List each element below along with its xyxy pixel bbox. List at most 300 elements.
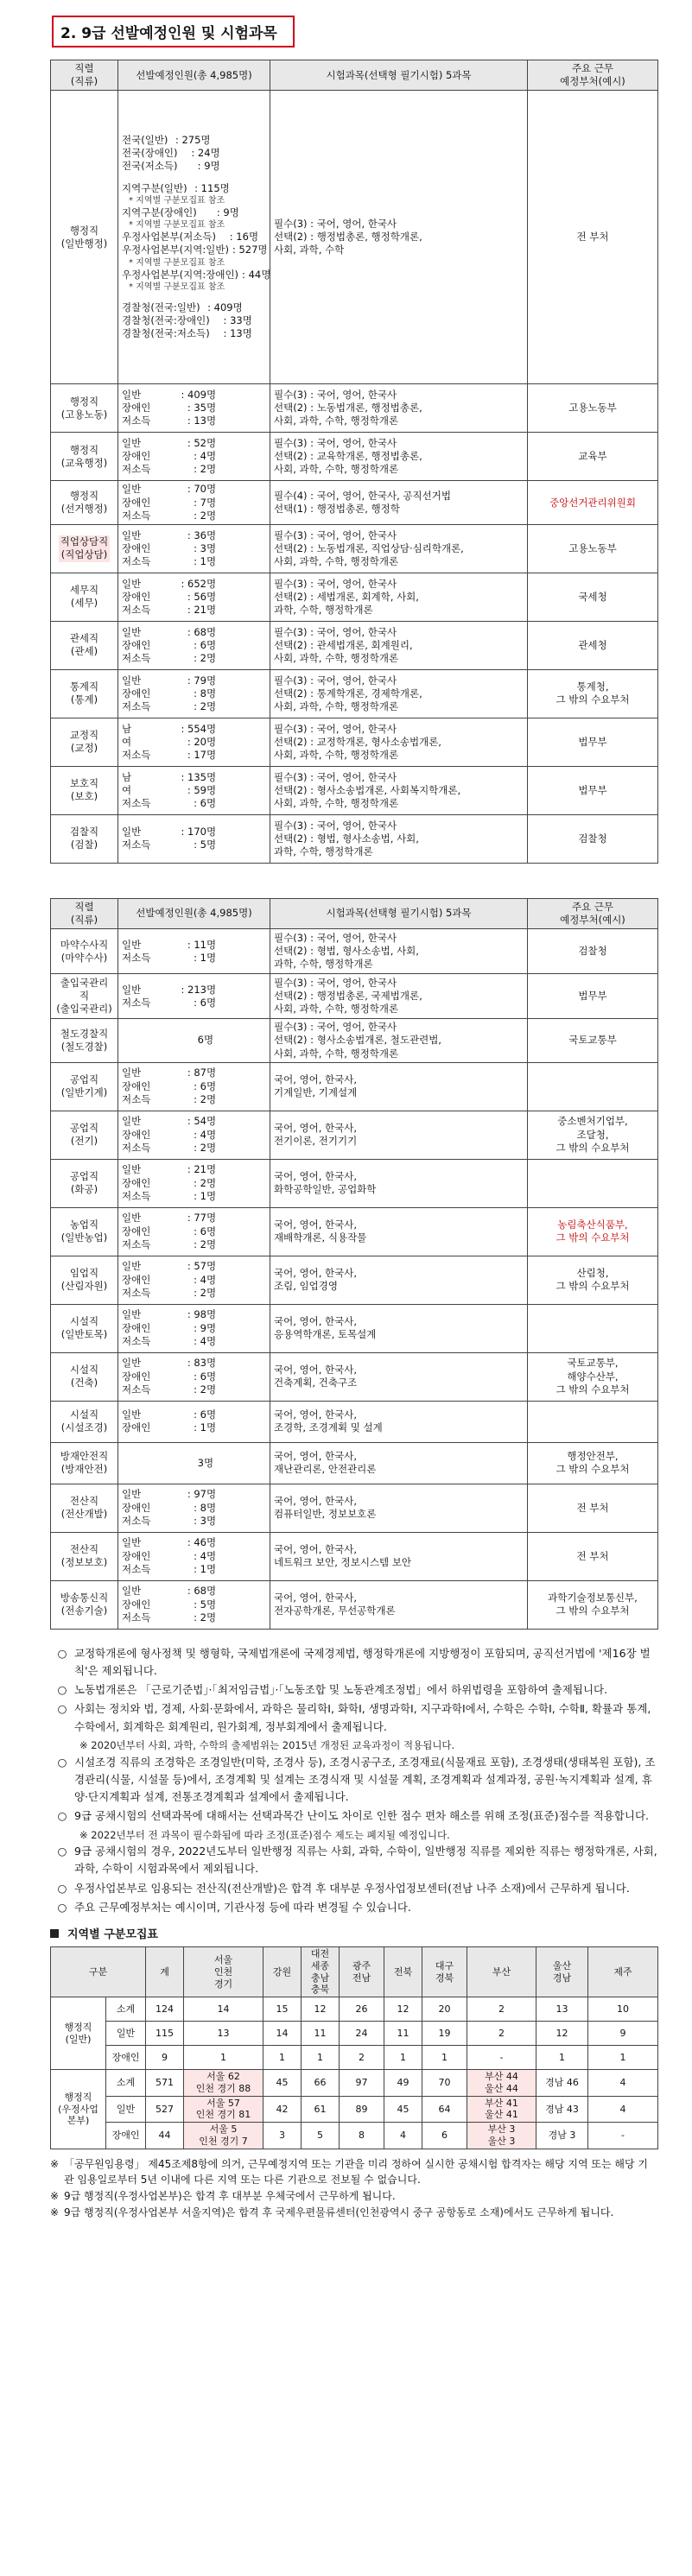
- region-cell: 1: [302, 2046, 340, 2070]
- job-cell: [51, 766, 118, 814]
- work-cell: [528, 91, 658, 384]
- region-split: 울산 41: [485, 2109, 518, 2121]
- region-cell: 2: [340, 2046, 384, 2070]
- table-header: 주요 근무 예정부처(예시): [528, 898, 658, 928]
- region-cell: 1: [384, 2046, 422, 2070]
- subject-line: 네트워크 보안, 정보시스템 보안: [274, 1556, 412, 1569]
- subject-cell: [270, 718, 528, 766]
- region-cell: 15: [263, 1997, 302, 2022]
- quota-unit: 명: [206, 1128, 217, 1141]
- table-header: 시험과목(선택형 필기시험) 5과목: [270, 898, 528, 928]
- quota-line: [122, 1322, 266, 1335]
- subject-line: 필수(3) : 국어, 영어, 한국사: [274, 437, 397, 450]
- region-split: 서울 62: [206, 2071, 240, 2083]
- job-title: 행정직: [69, 395, 99, 408]
- quota-label: 우정사업본부(지역:일반): [122, 244, 229, 256]
- job-name: [59, 1450, 111, 1476]
- quota-value: : 98: [187, 1308, 206, 1321]
- job-subtitle: (시설조경): [60, 1421, 108, 1434]
- quota-value: : 170: [181, 826, 206, 839]
- quota-label: 장애인: [122, 1128, 151, 1141]
- job-title: 시설직: [69, 1315, 99, 1328]
- asterisk-icon: ※: [50, 2189, 60, 2202]
- quota-label: 장애인: [122, 1273, 151, 1286]
- region-row: [51, 2070, 658, 2097]
- work-cell: [528, 1111, 658, 1159]
- region-header: 부산: [467, 1947, 536, 1997]
- quota-unit: 명: [242, 327, 252, 340]
- job-subtitle: (건축): [70, 1377, 98, 1389]
- quota-label: 일반: [122, 1115, 142, 1128]
- region-split: 울산 44: [485, 2082, 518, 2094]
- subject-line: 화학공학일반, 공업화학: [274, 1183, 377, 1196]
- subject-line: 선택(2) : 형사소송법개론, 철도관련법,: [274, 1034, 441, 1047]
- region-cell: 13: [536, 1997, 588, 2022]
- subject-cell: [270, 1019, 528, 1063]
- quota-value: : 2: [194, 699, 206, 712]
- work-cell: [528, 669, 658, 718]
- job-title: 통계직: [69, 680, 99, 693]
- table-row: [51, 524, 658, 573]
- quota-label: 저소득: [122, 1562, 151, 1575]
- quota-line: [122, 652, 266, 665]
- quota-unit: 명: [206, 674, 217, 687]
- subject-cell: [270, 621, 528, 669]
- quota-line: [122, 1080, 266, 1093]
- quota-unit: 명: [206, 1115, 217, 1128]
- quota-line: [122, 1260, 266, 1273]
- job-name: [68, 729, 100, 755]
- quota-label: 일반: [122, 625, 142, 638]
- quota-unit: 명: [206, 1141, 217, 1154]
- quota-value: : 409: [181, 389, 206, 402]
- quota-value: : 24: [191, 147, 211, 160]
- work-cell: [528, 1019, 658, 1063]
- square-bullet-icon: [50, 1929, 59, 1938]
- job-title: 검찰직: [69, 826, 99, 839]
- quota-unit: 명: [200, 134, 211, 147]
- quota-unit: 명: [206, 1308, 217, 1321]
- region-header: 울산 경남: [536, 1947, 588, 1997]
- table-row: [51, 974, 658, 1019]
- quota-label: 저소득: [122, 839, 151, 851]
- quota-unit: 명: [206, 1611, 217, 1623]
- region-split: 울산 3: [487, 2135, 516, 2147]
- region-cell: 10: [588, 1997, 658, 2022]
- quota-line: [122, 1225, 266, 1238]
- quota-line: [122, 749, 266, 762]
- work-cell: [528, 433, 658, 481]
- region-cell: 1: [588, 2046, 658, 2070]
- quota-value: : 6: [194, 1079, 206, 1092]
- quota-value: : 2: [194, 651, 206, 664]
- quota-unit: 명: [206, 1421, 217, 1434]
- region-split: 부산 44: [485, 2071, 518, 2083]
- job-cell: [51, 573, 118, 621]
- quota-label: 경찰청(전국:장애인): [122, 314, 210, 327]
- quota-cell: [118, 766, 270, 814]
- note-text: 우정사업본부로 임용되는 전산직(전산개발)은 합격 후 대부분 우정사업정보센터(전남 나주 소재)에서 근무하게 됩니다.: [74, 1881, 630, 1895]
- work-dept: 관세청: [578, 638, 607, 651]
- work-cell: [528, 1207, 658, 1256]
- region-group: 행정직 (우정사업 본부): [51, 2070, 106, 2149]
- table-row: [51, 1352, 658, 1401]
- region-cell: 12: [384, 1997, 422, 2022]
- quota-value: : 554: [181, 722, 206, 735]
- quota-cell: [118, 384, 270, 433]
- subject-line: 국어, 영어, 한국사,: [274, 1543, 358, 1556]
- subject-cell: [270, 481, 528, 525]
- work-dept: 국토교통부, 해양수산부, 그 밖의 수요부처: [556, 1357, 630, 1396]
- quota-label: 저소득: [122, 415, 151, 427]
- quota-cell: [118, 573, 270, 621]
- subject-line: 선택(2) : 세법개론, 회계학, 사회,: [274, 590, 419, 603]
- quota-label: 저소득: [122, 996, 151, 1009]
- quota-unit: 명: [206, 1488, 217, 1501]
- circle-bullet-icon: ○: [57, 1683, 67, 1697]
- job-name: [60, 1543, 109, 1569]
- subject-cell: [270, 91, 528, 384]
- subject-cell: [270, 1442, 528, 1484]
- quota-label: 일반: [122, 1163, 142, 1176]
- quota-cell: [118, 1207, 270, 1256]
- job-title: 철도경찰직: [60, 1027, 109, 1040]
- subject-line: 선택(2) : 형법, 형사소송법, 사회,: [274, 832, 419, 845]
- quota-label: 저소득: [122, 1189, 151, 1202]
- quota-unit: 명: [261, 268, 271, 281]
- quota-unit: 명: [206, 1562, 217, 1575]
- job-cell: [51, 929, 118, 974]
- quota-unit: 명: [229, 206, 239, 218]
- note-item: [50, 1754, 657, 1807]
- job-cell: [51, 974, 118, 1019]
- quota-value: 6: [197, 1034, 204, 1047]
- page-content: [50, 16, 657, 2220]
- table-row: [51, 1532, 658, 1580]
- quota-line: [122, 700, 266, 713]
- quota-unit: 명: [206, 463, 217, 476]
- region-cell: -: [467, 2046, 536, 2070]
- quota-unit: 명: [206, 770, 217, 783]
- work-cell: [528, 481, 658, 525]
- region-cell: 61: [302, 2096, 340, 2123]
- quota-value: : 8: [194, 687, 206, 699]
- note-text: 교정학개론에 형사정책 및 행형학, 국제법개론에 국제경제법, 행정학개론에 지방행정이 포함되며, 공직선거법에 '제16장 벌칙'은 제외됩니다.: [74, 1646, 651, 1677]
- quota-unit: 명: [206, 796, 217, 809]
- quota-line: [122, 244, 266, 256]
- quota-value: : 68: [187, 625, 206, 638]
- subject-cell: [270, 814, 528, 863]
- job-name: [68, 826, 100, 851]
- quota-value: : 6: [194, 638, 206, 651]
- quota-line: [122, 1212, 266, 1225]
- job-name: [59, 939, 111, 965]
- quota-value: : 7: [194, 496, 206, 509]
- job-name: [60, 1495, 109, 1521]
- job-subtitle: (일반토목): [60, 1328, 108, 1341]
- region-cell: -: [588, 2123, 658, 2149]
- job-cell: [51, 91, 118, 384]
- quota-label: 일반: [122, 1212, 142, 1225]
- region-split: 인천 경기 81: [195, 2109, 251, 2121]
- job-subtitle: (교정): [70, 742, 98, 755]
- region-header: 대전 세종 충남 충북: [302, 1947, 340, 1997]
- region-cell: 8: [340, 2123, 384, 2149]
- work-cell: [528, 1442, 658, 1484]
- region-cell: 4: [588, 2096, 658, 2123]
- subject-line: 필수(3) : 국어, 영어, 한국사: [274, 674, 397, 687]
- quota-unit: 명: [206, 1598, 217, 1611]
- table-row: [51, 929, 658, 974]
- note-item: [50, 1807, 657, 1825]
- work-dept: 통계청, 그 밖의 수요부처: [556, 680, 630, 706]
- table-row: [51, 573, 658, 621]
- quota-label: 장애인: [122, 541, 151, 554]
- job-cell: [51, 433, 118, 481]
- quota-value: : 8: [194, 1501, 206, 1514]
- job-cell: [51, 1401, 118, 1442]
- region-cell: 45: [384, 2096, 422, 2123]
- quota-label: 일반: [122, 1536, 142, 1549]
- note-text: 9급 공채시험의 선택과목에 대해서는 선택과목간 난이도 차이로 인한 점수 편차 해소를 위해 조정(표준)점수를 적용합니다.: [74, 1809, 650, 1823]
- quota-value: : 3: [194, 541, 206, 554]
- quota-unit: 명: [203, 1456, 214, 1469]
- quota-value: : 2: [194, 1383, 206, 1396]
- quota-label: 남: [122, 770, 132, 783]
- quota-value: : 46: [187, 1536, 206, 1549]
- work-dept: 전 부처: [576, 1549, 609, 1562]
- subject-line: 선택(2) : 노동법개론, 행정법총론,: [274, 402, 422, 415]
- quota-value: : 6: [194, 1408, 206, 1421]
- job-subtitle: (세무): [70, 597, 98, 610]
- work-cell: [528, 1159, 658, 1207]
- region-row: [51, 2022, 658, 2046]
- footnote-item: [50, 2188, 657, 2205]
- quota-line: [122, 1129, 266, 1142]
- region-row: [51, 2123, 658, 2149]
- subject-line: 국어, 영어, 한국사,: [274, 1592, 358, 1604]
- work-dept: 고용노동부: [568, 402, 617, 415]
- quota-value: : 6: [194, 996, 206, 1009]
- quota-label: 일반: [122, 1585, 142, 1598]
- region-split: 인천 경기 88: [195, 2082, 251, 2094]
- work-cell: [528, 384, 658, 433]
- quota-value: : 2: [194, 509, 206, 522]
- quota-value: : 527: [232, 244, 258, 256]
- subject-cell: [270, 433, 528, 481]
- region-cell: [184, 2123, 263, 2149]
- quota-value: : 52: [187, 437, 206, 450]
- region-cell: 경남 46: [536, 2070, 588, 2097]
- table-row: [51, 1484, 658, 1532]
- table-row: [51, 1580, 658, 1629]
- subject-line: 과학, 수학, 행정학개론: [274, 603, 373, 616]
- subject-line: 기계일반, 기계설계: [274, 1086, 358, 1099]
- job-cell: [51, 1159, 118, 1207]
- job-title: 시설직: [69, 1408, 99, 1421]
- quota-cell: [118, 1484, 270, 1532]
- quota-value: : 77: [187, 1212, 206, 1225]
- table-row: [51, 1111, 658, 1159]
- subject-cell: [270, 524, 528, 573]
- quota-unit: 명: [210, 147, 220, 160]
- quota-label: 일반: [122, 483, 142, 496]
- table-row: [51, 766, 658, 814]
- job-subtitle: (방재안전): [60, 1463, 108, 1476]
- quota-value: : 9: [216, 206, 230, 218]
- subject-line: 필수(3) : 국어, 영어, 한국사: [274, 1021, 397, 1034]
- quota-unit: 명: [206, 389, 217, 402]
- subject-line: 사회, 과학, 수학, 행정학개론: [274, 554, 399, 567]
- quota-value: : 6: [194, 1225, 206, 1237]
- quota-label: 장애인: [122, 1549, 151, 1562]
- quota-unit: 명: [206, 1549, 217, 1562]
- work-cell: [528, 929, 658, 974]
- quota-value: : 1: [194, 1421, 206, 1434]
- quota-unit: 명: [206, 651, 217, 664]
- quota-unit: 명: [206, 603, 217, 616]
- quota-label: 저소득: [122, 651, 151, 664]
- quota-line: [122, 604, 266, 617]
- footnote-text: 「공무원임용령」 제45조제8항에 의거, 근무예정지역 또는 기관을 미리 정하여 실시한 공채시험 합격자는 해당 지역 또는 해당 기관 임용일로부터 5년 이내에 다른 지역 또는 다른 기관으로 전보될 수 없습니다.: [64, 2157, 648, 2187]
- note-item: [50, 1899, 657, 1916]
- quota-value: : 17: [187, 748, 206, 761]
- subject-line: 사회, 과학, 수학, 행정학개론: [274, 463, 399, 476]
- quota-line: [122, 1034, 266, 1047]
- job-subtitle: (정보보호): [60, 1556, 108, 1569]
- quota-unit: 명: [232, 301, 243, 314]
- job-subtitle: (교육행정): [60, 456, 108, 469]
- quota-unit: 명: [206, 1501, 217, 1514]
- quota-line: [122, 402, 266, 415]
- quota-value: : 275: [175, 134, 201, 147]
- note-item: [50, 1700, 657, 1736]
- work-cell: [528, 1532, 658, 1580]
- quota-label: 저소득: [122, 463, 151, 476]
- quota-line: [122, 301, 266, 314]
- quota-value: : 33: [223, 314, 243, 327]
- job-cell: [51, 524, 118, 573]
- job-subtitle: (산림자원): [60, 1280, 108, 1293]
- work-dept: 고용노동부: [568, 541, 617, 554]
- quota-unit: 명: [206, 1357, 217, 1370]
- region-cell: 14: [184, 1997, 263, 2022]
- subject-line: 사회, 과학, 수학, 행정학개론: [274, 796, 399, 809]
- quota-line: [122, 939, 266, 952]
- quota-unit: 명: [206, 1237, 217, 1250]
- job-name: [60, 1073, 109, 1099]
- quota-line: [122, 1408, 266, 1421]
- job-subtitle: (직업상담): [60, 548, 108, 561]
- job-name: [68, 1122, 100, 1148]
- region-cell: 9: [588, 2022, 658, 2046]
- quota-cell: [118, 974, 270, 1019]
- table-row: [51, 91, 658, 384]
- quota-value: : 70: [187, 483, 206, 496]
- subject-line: 선택(2) : 교정학개론, 형사소송법개론,: [274, 735, 441, 748]
- note-sub: ※ 2020년부터 사회, 과학, 수학의 출제범위는 2015년 개정된 교육과정이 적용됩니다.: [79, 1738, 455, 1751]
- quota-value: : 13: [187, 415, 206, 427]
- quota-cell: [118, 481, 270, 525]
- subject-line: 조경학, 조경계획 및 설계: [274, 1421, 383, 1434]
- work-cell: [528, 1062, 658, 1111]
- quota-unit: 명: [206, 938, 217, 951]
- subject-cell: [270, 1352, 528, 1401]
- region-cell: [184, 2096, 263, 2123]
- note-text: 9급 공채시험의 경우, 2022년도부터 일반행정 직류는 사회, 과학, 수학이, 일반행정 직류를 제외한 직류는 행정학개론, 사회, 과학, 수학이 시험과목에서 제외됩니다.: [74, 1845, 657, 1876]
- quota-unit: 명: [206, 1370, 217, 1383]
- notes-list: [50, 1645, 657, 1917]
- job-cell: [51, 1111, 118, 1159]
- quota-line: [122, 231, 266, 244]
- quota-unit: 명: [206, 554, 217, 567]
- quota-value: : 44: [242, 268, 262, 281]
- quota-label: 여: [122, 735, 132, 748]
- quota-unit: 명: [210, 160, 220, 173]
- region-cell: 1: [536, 2046, 588, 2070]
- region-cell: 527: [146, 2096, 184, 2123]
- circle-bullet-icon: ○: [57, 1900, 67, 1914]
- note-item: [50, 1843, 657, 1878]
- region-kind: 일반: [106, 2022, 146, 2046]
- quota-line: [122, 1308, 266, 1321]
- job-title: 임업직: [69, 1267, 99, 1280]
- quota-cell: [118, 814, 270, 863]
- job-subtitle: (통계): [70, 693, 98, 706]
- subject-cell: [270, 1207, 528, 1256]
- quota-line: [122, 997, 266, 1010]
- note-item: [50, 1681, 657, 1699]
- quota-value: : 83: [187, 1357, 206, 1370]
- quota-line: [122, 578, 266, 591]
- subject-line: 사회, 과학, 수학, 행정학개론: [274, 415, 399, 427]
- quota-label: 저소득: [122, 1514, 151, 1527]
- quota-line: [122, 1421, 266, 1434]
- quota-value: : 2: [194, 1286, 206, 1299]
- quota-value: : 21: [187, 603, 206, 616]
- region-cell: 14: [263, 2022, 302, 2046]
- quota-cell: [118, 1532, 270, 1580]
- quota-cell: [118, 433, 270, 481]
- quota-cell: [118, 1111, 270, 1159]
- quota-line: [122, 1611, 266, 1624]
- subject-cell: [270, 1401, 528, 1442]
- quota-line: [122, 1550, 266, 1563]
- quota-label: 일반: [122, 826, 142, 839]
- table-row: [51, 621, 658, 669]
- quota-label: 일반: [122, 437, 142, 450]
- asterisk-icon: ※: [50, 2157, 60, 2170]
- quota-line: [122, 1536, 266, 1549]
- job-subtitle: (관세): [70, 645, 98, 658]
- subject-line: 응용역학개론, 토목설계: [274, 1328, 377, 1341]
- region-kind: 장애인: [106, 2046, 146, 2070]
- quota-unit: 명: [206, 1321, 217, 1334]
- table-row: [51, 1159, 658, 1207]
- quota-label: 지역구분(장애인): [122, 206, 197, 218]
- quota-line: [122, 1274, 266, 1287]
- region-cell: 12: [536, 2022, 588, 2046]
- quota-cell: [118, 929, 270, 974]
- quota-line: [122, 784, 266, 797]
- quota-value: : 409: [207, 301, 233, 314]
- footnote-item: [50, 2205, 657, 2221]
- region-kind: 일반: [106, 2096, 146, 2123]
- quota-line: [122, 1563, 266, 1576]
- job-title: 교정직: [69, 729, 99, 742]
- quota-value: : 20: [187, 735, 206, 748]
- job-name: [68, 680, 100, 706]
